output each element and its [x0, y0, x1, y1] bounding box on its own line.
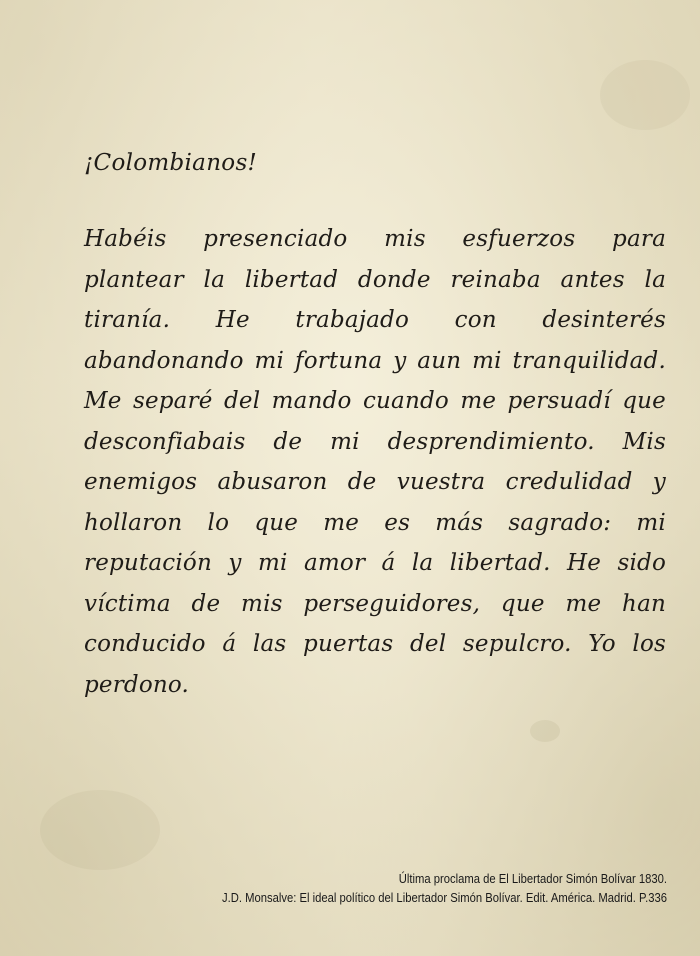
citation-line-1: Última proclama de El Libertador Simón Bolívar 1830.: [398, 872, 667, 886]
letter-body: Habéis presenciado mis esfuerzos para plantear la libertad donde reinaba antes la tiranía. He trabajado con desinterés abandonando mi fortuna y aun mi tranquilidad. Me separé del mando cuando me persuadí que desconfiabais de mi desprendimiento. Mis enemigos abusaron de vuestra credulidad y hollaron lo que me es más sagrado: mi reputación y mi amor á la libertad. He sido víctima de mis perseguidores, que me han conducido á las puertas del sepulcro. Yo los perdono.: [84, 226, 666, 698]
letter-salutation: ¡Colombianos!: [84, 150, 258, 176]
citation: [127, 870, 667, 908]
letter: [84, 143, 666, 705]
citation-line-2: J.D. Monsalve: El ideal político del Libertador Simón Bolívar. Edit. América. Madrid. P.336: [221, 891, 667, 905]
paper-stain: [40, 790, 160, 870]
paper-stain: [530, 720, 560, 742]
paper-stain: [600, 60, 690, 130]
